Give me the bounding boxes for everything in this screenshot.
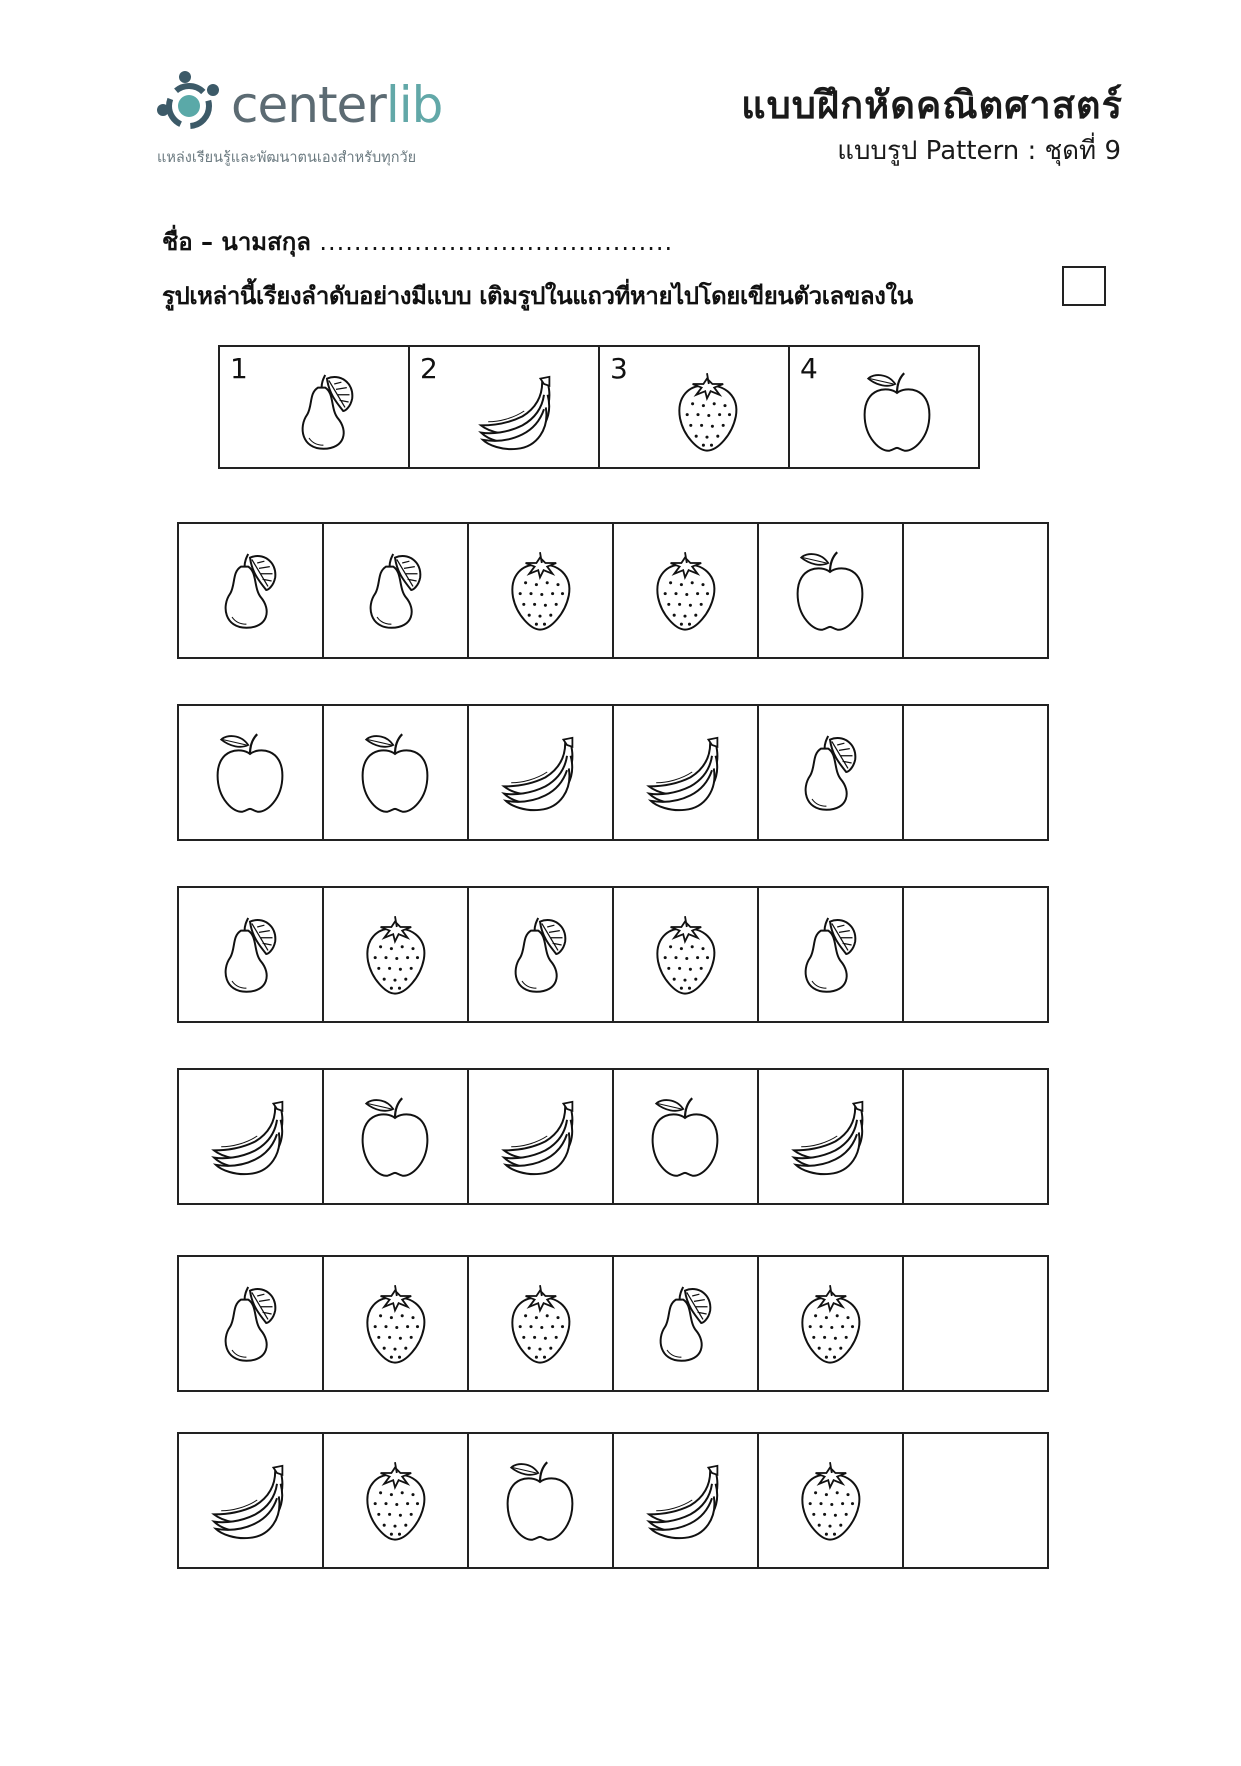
pattern-cell xyxy=(758,1069,903,1204)
strawberry-icon xyxy=(785,1454,875,1546)
pattern-cell xyxy=(468,523,613,658)
key-number: 2 xyxy=(420,352,438,385)
pattern-cell xyxy=(613,1433,758,1568)
apple-icon xyxy=(350,1090,440,1182)
answer-cell[interactable] xyxy=(903,1433,1048,1568)
pear-icon xyxy=(205,908,295,1000)
strawberry-icon xyxy=(785,1277,875,1369)
pear-icon xyxy=(785,726,875,818)
banana-icon xyxy=(640,1454,730,1546)
pattern-row-2 xyxy=(177,704,1049,841)
key-cell-4 xyxy=(789,346,979,468)
banana-icon xyxy=(785,1090,875,1182)
strawberry-icon xyxy=(640,544,730,636)
fruit-key-table xyxy=(218,345,980,469)
apple-icon xyxy=(495,1454,585,1546)
apple-icon xyxy=(640,1090,730,1182)
pear-icon xyxy=(640,1277,730,1369)
apple-icon xyxy=(350,726,440,818)
key-number: 4 xyxy=(800,352,818,385)
pattern-row-1 xyxy=(177,522,1049,659)
answer-cell[interactable] xyxy=(903,1069,1048,1204)
answer-box-example xyxy=(1062,266,1106,306)
apple-icon xyxy=(205,726,295,818)
banana-icon xyxy=(495,726,585,818)
strawberry-icon xyxy=(350,1277,440,1369)
pattern-cell xyxy=(468,1433,613,1568)
pattern-cell xyxy=(323,705,468,840)
answer-cell[interactable] xyxy=(903,705,1048,840)
pattern-cell xyxy=(178,705,323,840)
pattern-cell xyxy=(323,1069,468,1204)
pear-icon xyxy=(205,544,295,636)
answer-cell[interactable] xyxy=(903,887,1048,1022)
pattern-cell xyxy=(178,523,323,658)
pattern-cell xyxy=(323,887,468,1022)
key-cell-2 xyxy=(409,346,599,468)
pattern-cell xyxy=(323,523,468,658)
pattern-cell xyxy=(758,887,903,1022)
key-number: 1 xyxy=(230,352,248,385)
key-number: 3 xyxy=(610,352,628,385)
banana-icon xyxy=(205,1454,295,1546)
pattern-cell xyxy=(178,1433,323,1568)
strawberry-icon xyxy=(495,544,585,636)
pattern-cell xyxy=(178,1256,323,1391)
apple-icon xyxy=(785,544,875,636)
pear-icon xyxy=(350,544,440,636)
pattern-cell xyxy=(613,1069,758,1204)
pattern-row-3 xyxy=(177,886,1049,1023)
pattern-cell xyxy=(178,1069,323,1204)
pattern-cell xyxy=(758,523,903,658)
pattern-cell xyxy=(613,523,758,658)
strawberry-icon xyxy=(495,1277,585,1369)
pattern-cell xyxy=(468,1256,613,1391)
pear-icon xyxy=(785,908,875,1000)
worksheet-title: แบบฝึกหัดคณิตศาสตร์ xyxy=(741,83,1123,127)
pattern-cell xyxy=(613,887,758,1022)
name-field xyxy=(162,222,673,261)
key-cell-1 xyxy=(219,346,409,468)
answer-cell[interactable] xyxy=(903,1256,1048,1391)
strawberry-icon xyxy=(350,908,440,1000)
logo-tagline: แหล่งเรียนรู้และพัฒนาตนเองสำหรับทุกวัย xyxy=(157,150,417,166)
name-field-blank[interactable]: ......................................... xyxy=(319,228,674,256)
apple-icon xyxy=(852,365,942,457)
pattern-cell xyxy=(468,1069,613,1204)
pattern-cell xyxy=(468,705,613,840)
answer-cell[interactable] xyxy=(903,523,1048,658)
instruction-text: รูปเหล่านี้เรียงลำดับอย่างมีแบบ เติมรูปในแถวที่หายไปโดยเขียนตัวเลขลงใน xyxy=(162,282,913,310)
pattern-cell xyxy=(613,705,758,840)
name-field-label: ชื่อ – นามสกุล xyxy=(162,228,312,256)
banana-icon xyxy=(495,1090,585,1182)
strawberry-icon xyxy=(662,365,752,457)
pear-icon xyxy=(282,365,372,457)
pear-icon xyxy=(205,1277,295,1369)
centerlib-logo xyxy=(155,68,495,168)
pattern-cell xyxy=(758,705,903,840)
strawberry-icon xyxy=(640,908,730,1000)
pattern-cell xyxy=(178,887,323,1022)
worksheet-subtitle: แบบรูป Pattern : ชุดที่ 9 xyxy=(837,136,1121,166)
pear-icon xyxy=(495,908,585,1000)
pattern-cell xyxy=(323,1256,468,1391)
pattern-cell xyxy=(468,887,613,1022)
pattern-row-4 xyxy=(177,1068,1049,1205)
key-cell-3 xyxy=(599,346,789,468)
banana-icon xyxy=(640,726,730,818)
pattern-cell xyxy=(613,1256,758,1391)
pattern-row-5 xyxy=(177,1255,1049,1392)
banana-icon xyxy=(472,365,562,457)
pattern-cell xyxy=(758,1256,903,1391)
banana-icon xyxy=(205,1090,295,1182)
pattern-cell xyxy=(758,1433,903,1568)
strawberry-icon xyxy=(350,1454,440,1546)
logo-molecule-icon xyxy=(155,68,229,142)
pattern-cell xyxy=(323,1433,468,1568)
logo-wordmark: centerlib xyxy=(231,76,443,134)
pattern-row-6 xyxy=(177,1432,1049,1569)
